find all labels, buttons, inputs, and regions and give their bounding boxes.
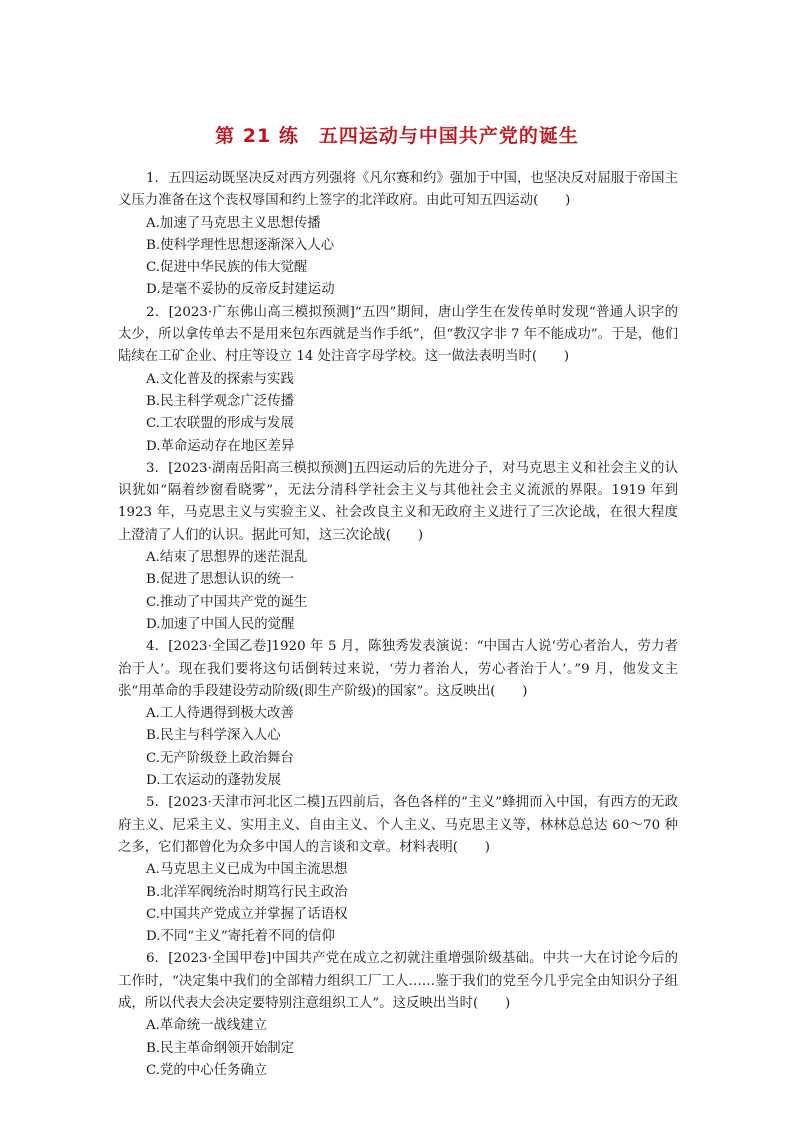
question-stem: 5．[2023·天津市河北区二模]五四前后，各色各样的“主义”蜂拥而入中国，有西方的无政府主义、尼采主义、实用主义、自由主义、个人主义、马克思主义等，林林总总达 60～70 种之多，它们都曾化为众多中国人的言谈和文章。材料表明( ): [118, 795, 678, 855]
page-title: 第 21 练 五四运动与中国共产党的诞生: [215, 125, 579, 147]
question-2: [118, 302, 678, 458]
option-d: D.工农运动的蓬勃发展: [146, 773, 282, 789]
option-a: A.马克思主义已成为中国主流思想: [146, 862, 348, 878]
question-list: [118, 168, 678, 1082]
option-c: C.无产阶级登上政治舞台: [146, 750, 294, 766]
question-1: [118, 168, 678, 302]
option-c: C.促进中华民族的伟大觉醒: [146, 260, 308, 276]
option-d: D.革命运动存在地区差异: [146, 438, 295, 454]
option-c: C.工农联盟的形成与发展: [146, 416, 294, 432]
option-b: B.促进了思想认识的统一: [146, 572, 295, 588]
option-d: D.加速了中国人民的觉醒: [146, 616, 295, 632]
question-5: [118, 792, 678, 948]
question-stem: 4．[2023·全国乙卷]1920 年 5 月，陈独秀发表演说：“中国古人说‘劳心者治人，劳力者治于人’。现在我们要将这句话倒转过来说，‘劳力者治人，劳心者治于人’。”9 月，他发文主张“用革命的手段建设劳动阶级(即生产阶级)的国家”。这反映出( ): [118, 639, 678, 699]
option-a: A.加速了马克思主义思想传播: [146, 215, 321, 231]
option-b: B.民主与科学深入人心: [146, 728, 281, 744]
option-a: A.结束了思想界的迷茫混乱: [146, 550, 308, 566]
option-c: C.党的中心任务确立: [146, 1062, 268, 1078]
question-3: [118, 458, 678, 636]
option-d: D.不同“主义”寄托着不同的信仰: [146, 929, 335, 945]
option-a: A.工人待遇得到极大改善: [146, 706, 294, 722]
option-c: C.中国共产党成立并掌握了话语权: [146, 906, 348, 922]
option-b: B.民主革命纲领开始制定: [146, 1040, 295, 1056]
option-c: C.推动了中国共产党的诞生: [146, 594, 308, 610]
question-stem: 1．五四运动既坚决反对西方列强将《凡尔赛和约》强加于中国，也坚决反对屈服于帝国主义压力准备在这个丧权辱国和约上签字的北洋政府。由此可知五四运动( ): [118, 171, 678, 209]
option-b: B.使科学理性思想逐渐深入人心: [146, 237, 335, 253]
question-stem: 2．[2023·广东佛山高三模拟预测]“五四”期间，唐山学生在发传单时发现“普通人识字的太少，所以拿传单去不是用来包东西就是当作手纸”，但“教汉字非 7 年不能成功”。于是，他们陆续在工矿企业、村庄等设立 14 处注音字母学校。这一做法表明当时( ): [118, 304, 678, 365]
option-a: A.革命统一战线建立: [146, 1018, 268, 1034]
question-stem: 3．[2023·湖南岳阳高三模拟预测]五四运动后的先进分子，对马克思主义和社会主义的认识犹如“隔着纱窗看晓雾”，无法分清科学社会主义与其他社会主义流派的界限。1919 年到 1923 年，马克思主义与实验主义、社会改良主义和无政府主义进行了三次论战，在很大程度上澄清了人们的认识。据此可知，这三次论战( ): [118, 460, 678, 543]
option-b: B.北洋军阀统治时期笃行民主政治: [146, 884, 348, 900]
option-d: D.是毫不妥协的反帝反封建运动: [146, 282, 335, 298]
question-6: [118, 948, 678, 1082]
option-b: B.民主科学观念广泛传播: [146, 393, 295, 409]
option-a: A.文化普及的探索与实践: [146, 371, 294, 387]
question-stem: 6．[2023·全国甲卷]中国共产党在成立之初就注重增强阶级基础。中共一大在讨论今后的工作时，“决定集中我们的全部精力组织工厂工人……鉴于我们的党至今几乎完全由知识分子组成，所以代表大会决定要特别注意组织工人”。这反映出当时( ): [118, 951, 678, 1011]
question-4: [118, 636, 678, 792]
